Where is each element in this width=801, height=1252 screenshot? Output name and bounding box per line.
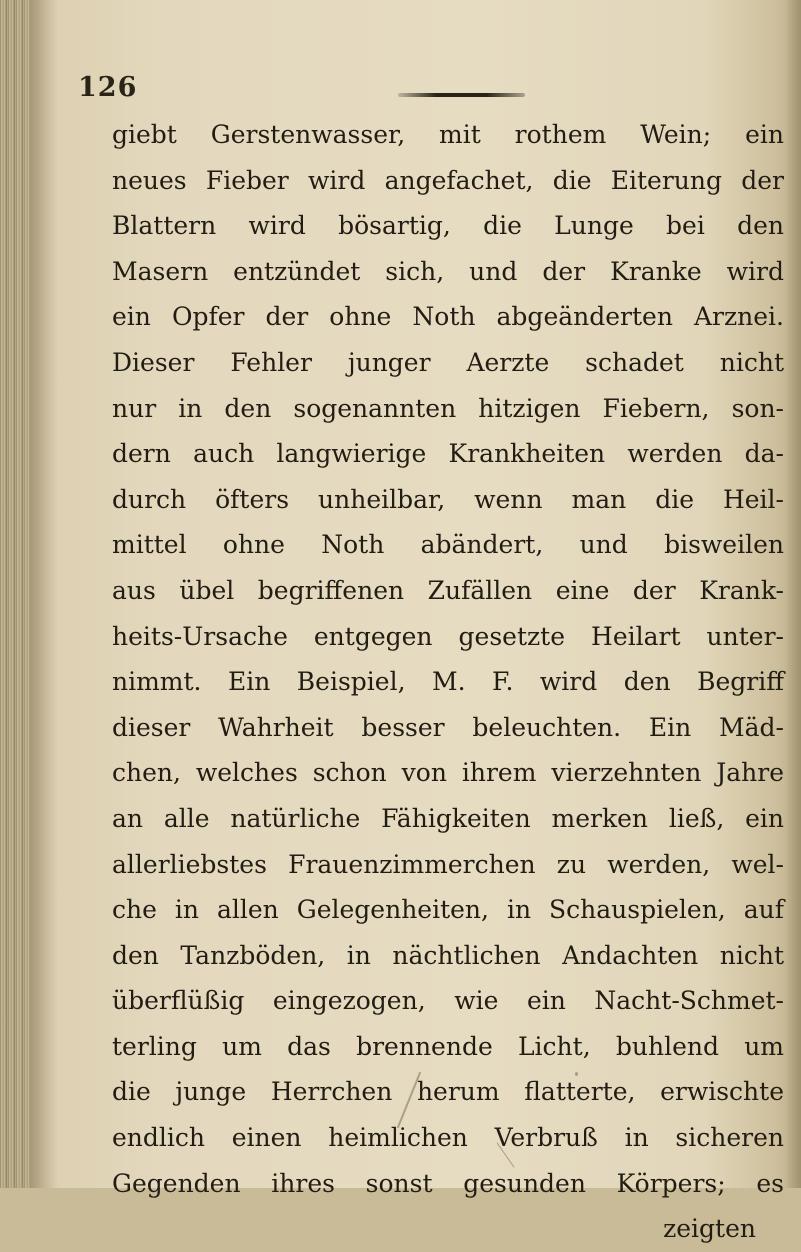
text-line: überflüßig eingezogen, wie ein Nacht-Schmet- <box>112 986 784 1016</box>
text-line: allerliebstes Frauenzimmerchen zu werden, wel- <box>112 849 784 879</box>
text-line: Blattern wird bösartig, die Lunge bei den <box>112 211 784 241</box>
text-line: den Tanzböden, in nächtlichen Andachten nicht <box>112 940 784 970</box>
catchword: zeigten <box>663 1214 756 1244</box>
page-number: 126 <box>78 72 138 103</box>
text-line: dieser Wahrheit besser beleuchten. Ein Mäd- <box>112 712 784 742</box>
text-line: Masern entzündet sich, und der Kranke wird <box>112 256 784 286</box>
text-line: durch öfters unheilbar, wenn man die Heil- <box>112 484 784 514</box>
text-line: nimmt. Ein Beispiel, M. F. wird den Begriff <box>112 667 784 697</box>
text-line: Gegenden ihres sonst gesunden Körpers; es <box>112 1168 784 1198</box>
text-line: che in allen Gelegenheiten, in Schauspielen, auf <box>112 895 784 925</box>
text-line: Dieser Fehler junger Aerzte schadet nicht <box>112 347 784 377</box>
text-line: chen, welches schon von ihrem vierzehnten Jahre <box>112 758 784 788</box>
gutter-shadow <box>30 0 58 1188</box>
text-line: heits-Ursache entgegen gesetzte Heilart unter- <box>112 621 784 651</box>
text-line: neues Fieber wird angefachet, die Eiterung der <box>112 165 784 195</box>
page-edge <box>785 0 801 1188</box>
text-line: an alle natürliche Fähigkeiten merken ließ, ein <box>112 803 784 833</box>
text-line: terling um das brennende Licht, buhlend um <box>112 1031 784 1061</box>
text-line: ein Opfer der ohne Noth abgeänderten Arznei. <box>112 302 784 332</box>
header-rule <box>398 93 525 97</box>
text-line: giebt Gerstenwasser, mit rothem Wein; ein <box>112 120 784 149</box>
text-line: nur in den sogenannten hitzigen Fiebern, son- <box>112 393 784 423</box>
text-line: mittel ohne Noth abändert, und bisweilen <box>112 530 784 560</box>
book-spine <box>0 0 30 1188</box>
text-line: aus übel begriffenen Zufällen eine der Krank- <box>112 575 784 605</box>
text-line: endlich einen heimlichen Verbruß in sicheren <box>112 1123 784 1153</box>
text-line: dern auch langwierige Krankheiten werden da- <box>112 439 784 469</box>
text-line: die junge Herrchen herum flatterte, erwischte <box>112 1077 784 1107</box>
body-text <box>112 112 784 1252</box>
